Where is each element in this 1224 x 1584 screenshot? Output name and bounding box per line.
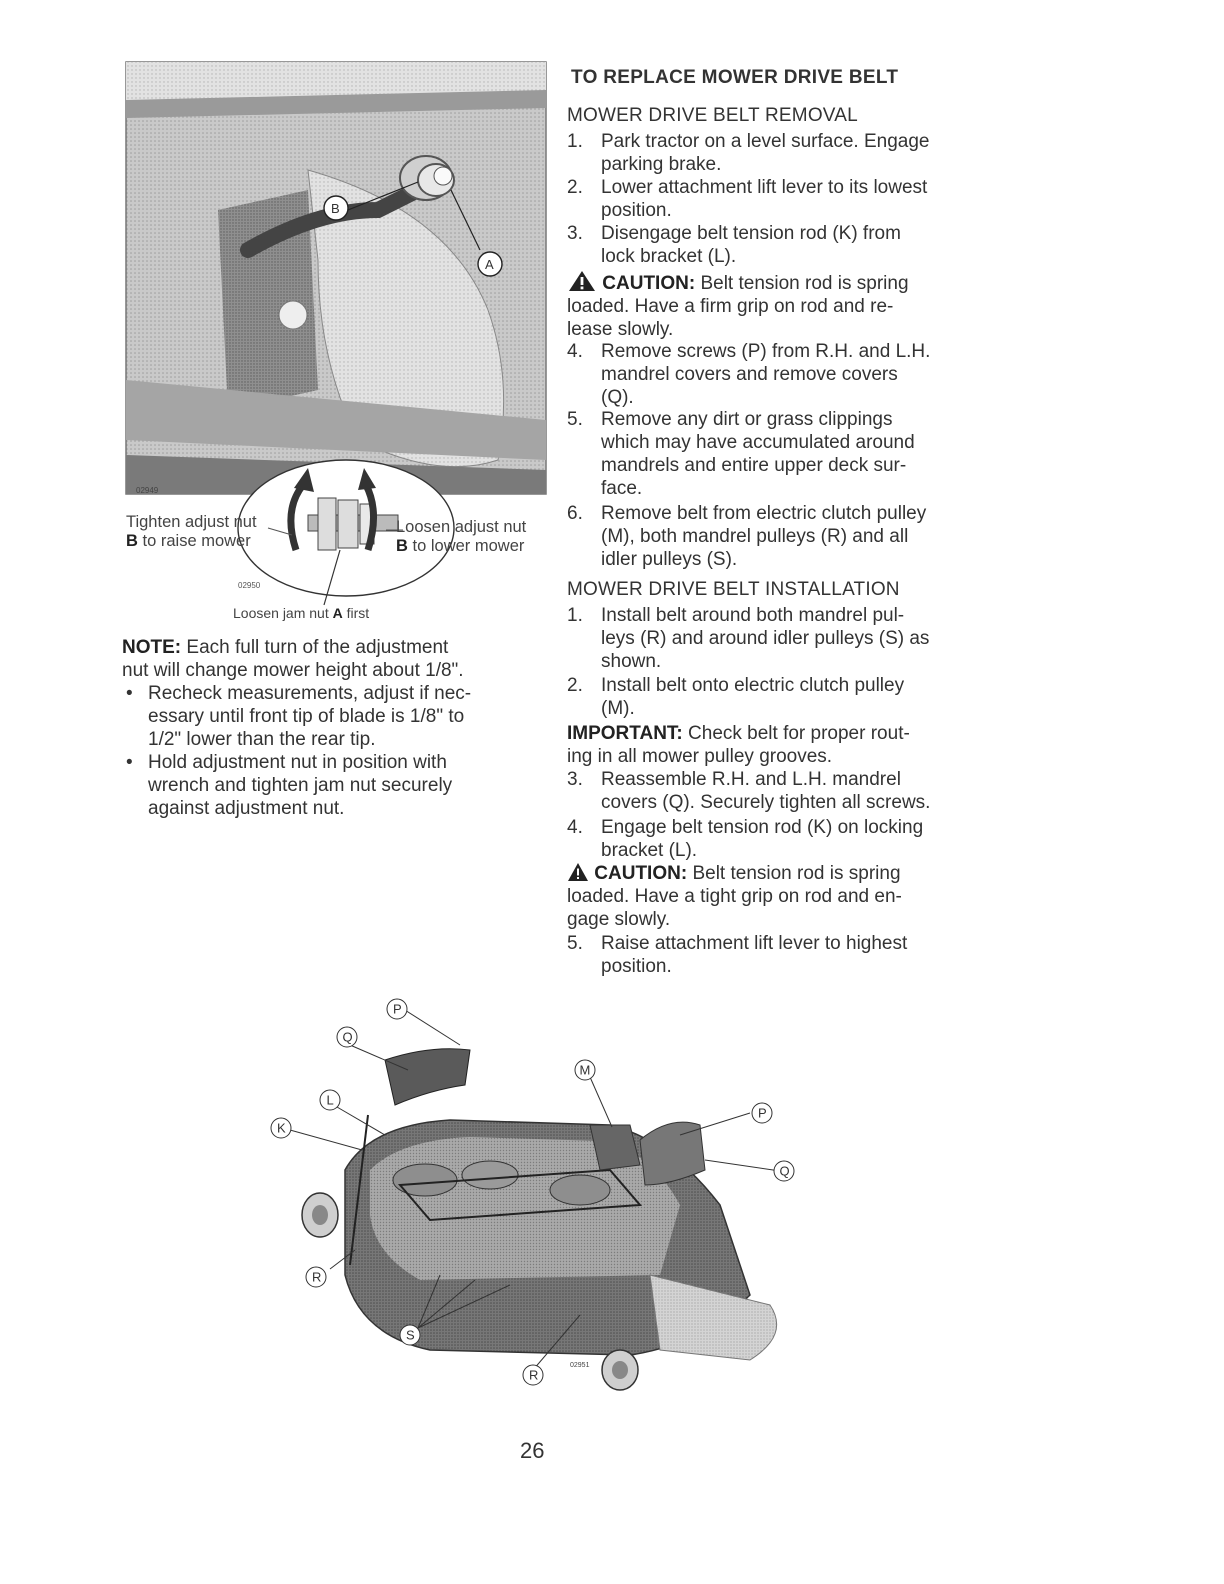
bullet-line: essary until front tip of blade is 1/8" to bbox=[148, 706, 465, 727]
callout-b-letter: B bbox=[331, 201, 340, 216]
step-line: covers (Q). Securely tighten all screws. bbox=[601, 792, 931, 813]
callout-a-letter: A bbox=[485, 257, 494, 272]
caution-label: CAUTION: bbox=[602, 273, 696, 294]
step-number: 4. bbox=[567, 341, 583, 362]
step-number: 1. bbox=[567, 605, 583, 626]
figure-caption bbox=[233, 605, 483, 621]
step-line: Reassemble R.H. and L.H. mandrel bbox=[601, 769, 901, 790]
step-line: bracket (L). bbox=[601, 840, 698, 861]
caution-block bbox=[567, 862, 997, 931]
note-label: NOTE: bbox=[122, 637, 182, 658]
step-line: lock bracket (L). bbox=[601, 246, 737, 267]
callout-r-left: R bbox=[312, 1269, 322, 1285]
step-line: Remove belt from electric clutch pulley bbox=[601, 503, 927, 524]
step-line: shown. bbox=[601, 651, 662, 672]
important-line1: Check belt for proper rout- bbox=[688, 723, 910, 744]
bullet-line: wrench and tighten jam nut securely bbox=[148, 775, 453, 796]
note-line2: nut will change mower height about 1/8". bbox=[122, 660, 464, 681]
callout-q-left: Q bbox=[342, 1029, 353, 1045]
tighten-callout bbox=[126, 513, 296, 551]
step-line: position. bbox=[601, 956, 672, 977]
photo-figure-code: 02949 bbox=[136, 486, 159, 495]
install-step bbox=[567, 604, 987, 673]
caution-line3: lease slowly. bbox=[567, 319, 674, 340]
removal-step bbox=[567, 340, 987, 409]
bullet-item bbox=[126, 682, 526, 751]
caution-label: CAUTION: bbox=[594, 863, 688, 884]
inset-figure-code: 02950 bbox=[238, 581, 261, 590]
warning-triangle-icon bbox=[567, 862, 589, 882]
callout-r-bottom: R bbox=[529, 1367, 539, 1383]
callout-q-right: Q bbox=[779, 1163, 790, 1179]
caution-line1: Belt tension rod is spring bbox=[692, 863, 901, 884]
caution-line2: loaded. Have a tight grip on rod and en- bbox=[567, 886, 902, 907]
important-block bbox=[567, 722, 997, 768]
install-step bbox=[567, 932, 987, 978]
step-number: 5. bbox=[567, 409, 583, 430]
caution-block bbox=[567, 269, 997, 341]
tighten-callout-line1: Tighten adjust nut bbox=[126, 513, 257, 531]
loosen-nut-letter: B bbox=[396, 537, 408, 555]
step-number: 1. bbox=[567, 131, 583, 152]
caution-line1: Belt tension rod is spring bbox=[700, 273, 909, 294]
step-line: face. bbox=[601, 478, 643, 499]
removal-title: MOWER DRIVE BELT REMOVAL bbox=[567, 105, 858, 126]
step-line: which may have accumulated around bbox=[601, 432, 915, 453]
note-line1: Each full turn of the adjustment bbox=[186, 637, 449, 658]
install-title: MOWER DRIVE BELT INSTALLATION bbox=[567, 579, 900, 600]
step-number: 4. bbox=[567, 817, 583, 838]
warning-triangle-icon bbox=[567, 269, 597, 293]
install-step bbox=[567, 674, 987, 720]
removal-step bbox=[567, 130, 987, 176]
removal-step bbox=[567, 502, 987, 571]
step-line: Disengage belt tension rod (K) from bbox=[601, 223, 901, 244]
step-line: (M), both mandrel pulleys (R) and all bbox=[601, 526, 909, 547]
important-line2: ing in all mower pulley grooves. bbox=[567, 746, 833, 767]
mower-deck-figure bbox=[250, 975, 810, 1405]
step-line: (M). bbox=[601, 698, 635, 719]
step-line: Install belt around both mandrel pul- bbox=[601, 605, 905, 626]
step-line: mandrels and entire upper deck sur- bbox=[601, 455, 907, 476]
bullet-item bbox=[126, 751, 526, 820]
caption-text-post: first bbox=[346, 605, 370, 621]
step-line: idler pulleys (S). bbox=[601, 549, 738, 570]
step-line: Park tractor on a level surface. Engage bbox=[601, 131, 930, 152]
bullet-line: Recheck measurements, adjust if nec- bbox=[148, 683, 472, 704]
step-line: Remove any dirt or grass clippings bbox=[601, 409, 893, 430]
step-line: Raise attachment lift lever to highest bbox=[601, 933, 908, 954]
loosen-callout-line2: to lower mower bbox=[412, 537, 525, 555]
step-number: 3. bbox=[567, 769, 583, 790]
tighten-callout-line2: to raise mower bbox=[142, 532, 251, 550]
install-step bbox=[567, 816, 987, 862]
bullet-line: Hold adjustment nut in position with bbox=[148, 752, 447, 773]
step-number: 6. bbox=[567, 503, 583, 524]
step-line: (Q). bbox=[601, 387, 634, 408]
callout-s: S bbox=[406, 1327, 415, 1343]
callout-l: L bbox=[326, 1092, 334, 1108]
caution-line3: gage slowly. bbox=[567, 909, 671, 930]
loosen-callout-line1: Loosen adjust nut bbox=[396, 518, 527, 536]
removal-step bbox=[567, 222, 987, 268]
loosen-callout bbox=[396, 518, 566, 556]
step-line: Install belt onto electric clutch pulley bbox=[601, 675, 905, 696]
step-number: 3. bbox=[567, 223, 583, 244]
removal-step bbox=[567, 408, 987, 500]
right-column bbox=[567, 66, 997, 986]
step-line: Lower attachment lift lever to its lowest bbox=[601, 177, 928, 198]
install-step bbox=[567, 768, 987, 814]
page-number: 26 bbox=[520, 1438, 545, 1463]
step-line: mandrel covers and remove covers bbox=[601, 364, 898, 385]
deck-figure-code: 02951 bbox=[570, 1362, 590, 1369]
section-heading: TO REPLACE MOWER DRIVE BELT bbox=[571, 67, 899, 88]
note-block bbox=[122, 636, 542, 682]
step-number: 2. bbox=[567, 675, 583, 696]
callout-p-right: P bbox=[758, 1105, 767, 1121]
mower-deck-svg bbox=[250, 975, 810, 1405]
step-line: Engage belt tension rod (K) on locking bbox=[601, 817, 924, 838]
bullet-marker: • bbox=[126, 752, 133, 773]
callout-m: M bbox=[579, 1062, 591, 1078]
callout-k: K bbox=[277, 1120, 286, 1136]
step-number: 2. bbox=[567, 177, 583, 198]
step-line: position. bbox=[601, 200, 672, 221]
bullet-marker: • bbox=[126, 683, 133, 704]
caution-line2: loaded. Have a firm grip on rod and re- bbox=[567, 296, 894, 317]
caption-text-pre: Loosen jam nut bbox=[233, 605, 329, 621]
step-line: parking brake. bbox=[601, 154, 722, 175]
bullet-line: 1/2" lower than the rear tip. bbox=[148, 729, 376, 750]
tighten-nut-letter: B bbox=[126, 532, 138, 550]
removal-step bbox=[567, 176, 987, 222]
bullet-list bbox=[126, 682, 546, 822]
important-label: IMPORTANT: bbox=[567, 723, 683, 744]
caption-jam-nut-letter: A bbox=[332, 605, 343, 621]
step-line: leys (R) and around idler pulleys (S) as bbox=[601, 628, 930, 649]
callout-p-left: P bbox=[393, 1001, 402, 1017]
bullet-line: against adjustment nut. bbox=[148, 798, 345, 819]
step-line: Remove screws (P) from R.H. and L.H. bbox=[601, 341, 931, 362]
step-number: 5. bbox=[567, 933, 583, 954]
